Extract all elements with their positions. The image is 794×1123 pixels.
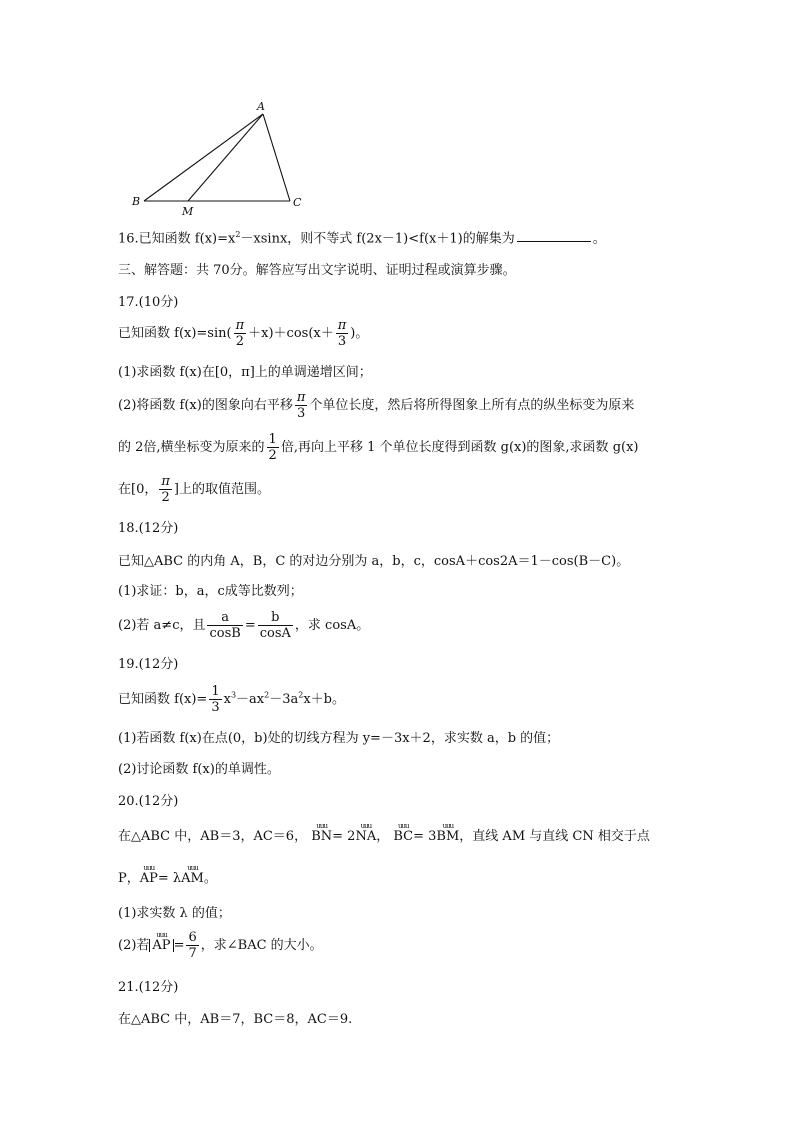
question-17-part2-line2: 的 2倍,横坐标变为原来的 $\frac{1}{2}$ 倍,再向上平移 1 个单位长度得到函数 g(x)的图象,求函数 g(x) bbox=[118, 432, 639, 463]
question-17-part1: (1)求函数 f(x)在[0，π]上的单调递增区间； bbox=[118, 365, 372, 380]
vector-ap: uuu AP bbox=[139, 864, 158, 886]
vector-bn: uuu BN bbox=[311, 822, 333, 844]
vector-bm: uuu BM bbox=[436, 822, 460, 844]
side-ab bbox=[144, 114, 263, 201]
question-17-stem: 已知函数 f(x)=sin( $\frac{\pi}{2}$ ＋x)＋cos(x＋ $\frac{\pi}{3}$ )。 bbox=[118, 318, 369, 349]
label-a: A bbox=[257, 100, 265, 113]
question-17-part2-line1: (2)将函数 f(x)的图象向右平移 $\frac{\pi}{3}$ 个单位长度，然后将所得图象上所有点的纵坐标变为原来 bbox=[118, 390, 635, 421]
question-18-stem: 已知△ABC 的内角 A，B，C 的对边分别为 a，b，c，cosA＋cos2A＝1－cos(B－C)。 bbox=[118, 554, 630, 569]
question-17-number: 17.(10分) bbox=[118, 295, 179, 310]
vector-am: uuu AM bbox=[181, 864, 204, 886]
question-20-part1: (1)求实数 λ 的值； bbox=[118, 906, 231, 921]
question-20-part2: (2)若 uuu AP = $\frac{6}{7}$ ，求∠BAC 的大小。 bbox=[118, 930, 323, 961]
question-17-part2-line3: 在[0， $\frac{\pi}{2}$ ]上的取值范围。 bbox=[118, 474, 270, 505]
question-18-part2: (2)若 a≠c，且 $\frac{a}{\cos B}$ = $\frac{b}{\cos A}$ ，求 cosA。 bbox=[118, 610, 370, 641]
answer-blank bbox=[517, 231, 591, 242]
triangle-figure bbox=[130, 98, 310, 216]
question-21-stem: 在△ABC 中，AB＝7，BC＝8，AC＝9. bbox=[118, 1012, 353, 1027]
label-m: M bbox=[182, 205, 194, 216]
side-ac bbox=[263, 114, 290, 201]
question-19-part2: (2)讨论函数 f(x)的单调性。 bbox=[118, 762, 280, 777]
question-20-number: 20.(12分) bbox=[118, 794, 179, 809]
question-16: 16.已知函数 $f(x)=x^2-xsinx$，则不等式 f(2x－1)<f(x＋1)的解集为 。 bbox=[118, 230, 606, 247]
question-19-part1: (1)若函数 f(x)在点(0，b)处的切线方程为 y=－3x＋2，求实数 a，b 的值； bbox=[118, 731, 560, 746]
question-19-number: 19.(12分) bbox=[118, 657, 179, 672]
question-20-stem-line2: P， uuu AP= λ uuu AM。 bbox=[118, 864, 217, 886]
section-heading: 三、解答题：共 70分。解答应写出文字说明、证明过程或演算步骤。 bbox=[118, 263, 516, 278]
vector-na: uuu NA bbox=[355, 822, 377, 844]
question-19-stem: 已知函数 f(x)= $\frac{1}{3}$ $x^3-ax^2-3a^2x+b$。 bbox=[118, 684, 345, 715]
label-c: C bbox=[293, 196, 302, 209]
vector-bc: uuu BC bbox=[393, 822, 414, 844]
label-b: B bbox=[132, 195, 141, 208]
vector-ap-magnitude: uuu AP bbox=[149, 939, 173, 952]
segment-am bbox=[188, 114, 263, 201]
question-18-part1: (1)求证：b，a，c成等比数列； bbox=[118, 584, 303, 599]
question-21-number: 21.(12分) bbox=[118, 980, 179, 995]
question-20-stem-line1: 在△ABC 中，AB＝3，AC＝6， uuu BN= 2 uuu NA， uuu BC= 3 uuu BM，直线 AM 与直线 CN 相交于点 bbox=[118, 822, 650, 844]
question-18-number: 18.(12分) bbox=[118, 521, 179, 536]
